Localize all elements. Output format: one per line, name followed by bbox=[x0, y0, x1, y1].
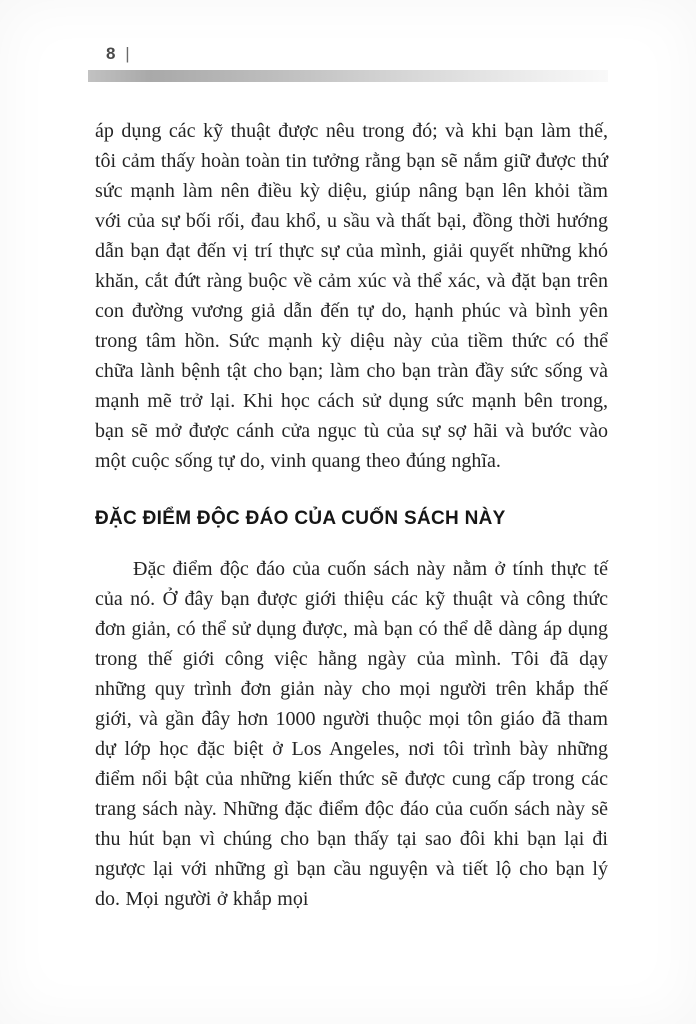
header-gradient-rule bbox=[88, 70, 608, 82]
page-number-separator: | bbox=[125, 44, 130, 63]
page-number-row bbox=[0, 44, 696, 64]
page-header bbox=[0, 0, 696, 82]
paragraph-section-intro: Đặc điểm độc đáo của cuốn sách này nằm ở tính thực tế của nó. Ở đây bạn được giới thiệu các kỹ thuật và công thức đơn giản, có thể sử dụng được, mà bạn có thể dễ dàng áp dụng trong thế giới công việc hằng ngày của mình. Tôi đã dạy những quy trình đơn giản này cho mọi người trên khắp thế giới, và gần đây hơn 1000 người thuộc mọi tôn giáo đã tham dự lớp học đặc biệt ở Los Angeles, nơi tôi trình bày những điểm nổi bật của những kiến thức sẽ được cung cấp trong các trang sách này. Những đặc điểm độc đáo của cuốn sách này sẽ thu hút bạn vì chúng cho bạn thấy tại sao đôi khi bạn lại đi ngược lại với những gì bạn cầu nguyện và tiết lộ cho bạn lý do. Mọi người ở khắp mọi bbox=[95, 558, 608, 910]
page-number: 8 bbox=[106, 44, 117, 63]
paragraph-continuation: áp dụng các kỹ thuật được nêu trong đó; và khi bạn làm thế, tôi cảm thấy hoàn toàn tin tưởng rằng bạn sẽ nắm giữ được thứ sức mạnh làm nên điều kỳ diệu, giúp nâng bạn lên khỏi tầm với của sự bối rối, đau khổ, u sầu và thất bại, đồng thời hướng dẫn bạn đạt đến vị trí thực sự của mình, giải quyết những khó khăn, cắt đứt ràng buộc về cảm xúc và thể xác, và đặt bạn trên con đường vương giả dẫn đến tự do, hạnh phúc và bình yên trong tâm hồn. Sức mạnh kỳ diệu này của tiềm thức có thể chữa lành bệnh tật cho bạn; làm cho bạn tràn đầy sức sống và mạnh mẽ trở lại. Khi học cách sử dụng sức mạnh bên trong, bạn sẽ mở được cánh cửa ngục tù của sự sợ hãi và bước vào một cuộc sống tự do, vinh quang theo đúng nghĩa. bbox=[95, 120, 608, 472]
page-body bbox=[95, 116, 608, 914]
section-heading: ĐẶC ĐIỂM ĐỘC ĐÁO CỦA CUỐN SÁCH NÀY bbox=[95, 508, 506, 529]
